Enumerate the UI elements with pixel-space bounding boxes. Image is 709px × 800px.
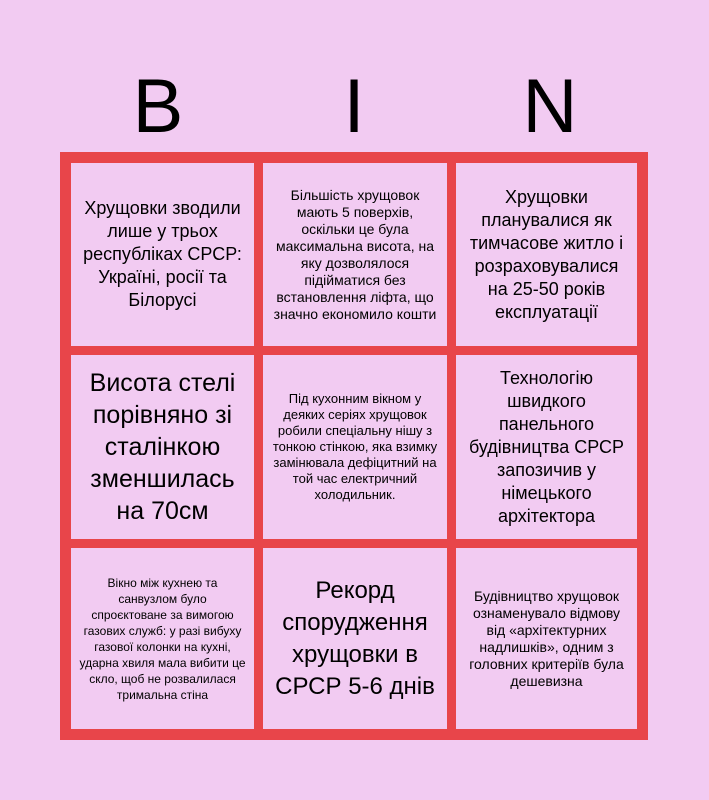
bingo-cell-3[interactable] [456, 163, 637, 346]
bingo-cell-9[interactable] [456, 548, 637, 729]
bingo-header [60, 62, 648, 152]
bingo-cell-6[interactable] [456, 355, 637, 539]
bingo-cell-8[interactable] [263, 548, 447, 729]
cell-text: Рекорд спорудження хрущовки в СРСР 5-6 днів [275, 576, 435, 700]
header-letter-b: B [132, 64, 184, 149]
bingo-cell-5[interactable] [263, 355, 447, 539]
header-letter-n: N [522, 64, 578, 149]
cell-text: Більшість хрущовок мають 5 поверхів, оскільки це була максимальна висота, на яку дозволялося підійматися без встановлення ліфта, що значно економило кошти [273, 186, 437, 322]
bingo-board [60, 152, 648, 740]
header-letter-i: I [343, 64, 365, 149]
cell-text: Висота стелі порівняно зі сталінкою зменшилась на 70см [89, 369, 236, 525]
cell-text: Будівництво хрущовок ознаменувало відмову від «архітектурних надлишків», одним з головних критеріїв була дешевизна [469, 587, 624, 689]
cell-text: Технологію швидкого панельного будівництва СРСР запозичив у німецького архітектора [468, 367, 625, 526]
cell-text: Хрущовки зводили лише у трьох республіках СРСР: Україні, росії та Білорусі [83, 198, 242, 310]
cell-text: Вікно між кухнею та санвузлом було спроєктоване за вимогою газових служб: у разі вибуху газової колонки на кухні, ударна хвиля мала вибити це скло, щоб не розвалилася тримальна стіна [79, 575, 246, 702]
bingo-cell-4[interactable] [71, 355, 254, 539]
cell-text: Хрущовки планувалися як тимчасове житло і розраховувалися на 25-50 років експлуатації [469, 186, 624, 322]
bingo-cell-1[interactable] [71, 163, 254, 346]
bingo-cell-2[interactable] [263, 163, 447, 346]
cell-text: Під кухонним вікном у деяких серіях хрущовок робили спеціальну нішу з тонкою стінкою, яка взимку замінювала дефіцитний на той час електричний холодильник. [272, 391, 438, 502]
bingo-cell-7[interactable] [71, 548, 254, 729]
